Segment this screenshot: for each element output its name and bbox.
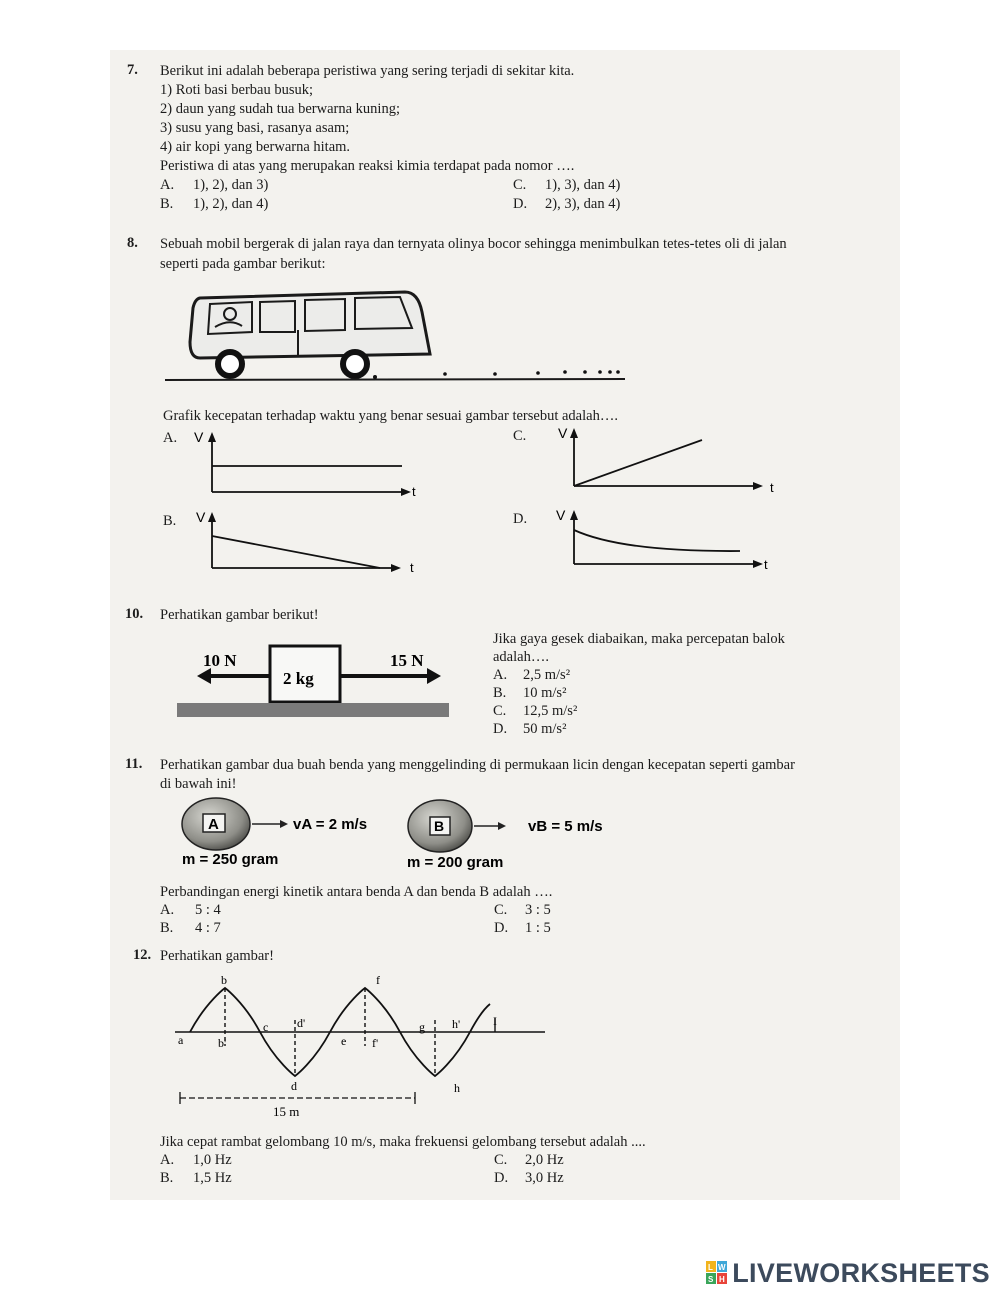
question-text: Peristiwa di atas yang merupakan reaksi kimia terdapat pada nomor …. bbox=[160, 158, 575, 174]
option-d-letter[interactable]: D. bbox=[493, 721, 508, 737]
question-number: 7. bbox=[127, 62, 138, 78]
option-b-text[interactable]: 1,5 Hz bbox=[193, 1170, 232, 1186]
ball-b-mass: m = 200 gram bbox=[407, 854, 504, 871]
option-b-text[interactable]: 1), 2), dan 4) bbox=[193, 196, 269, 212]
option-d-text[interactable]: 3,0 Hz bbox=[525, 1170, 564, 1186]
question-stem: Sebuah mobil bergerak di jalan raya dan ternyata olinya bocor sehingga menimbulkan tetes-tetes oli di jalan bbox=[160, 236, 787, 252]
option-b-letter[interactable]: B. bbox=[493, 685, 507, 701]
option-d-letter[interactable]: D. bbox=[513, 511, 528, 527]
option-d-letter[interactable]: D. bbox=[513, 196, 528, 212]
wave-label-h: h bbox=[454, 1081, 460, 1095]
wave-label-b: b bbox=[221, 973, 227, 987]
option-b-letter[interactable]: B. bbox=[160, 920, 174, 936]
option-a-letter[interactable]: A. bbox=[163, 430, 178, 446]
option-a-letter[interactable]: A. bbox=[493, 667, 508, 683]
wave-label-i: I bbox=[493, 1014, 497, 1028]
graph-a-constant-velocity[interactable] bbox=[190, 428, 420, 502]
v-axis-label: V bbox=[556, 507, 566, 523]
option-c-letter[interactable]: C. bbox=[513, 428, 527, 444]
distance-label: 15 m bbox=[273, 1104, 300, 1119]
liveworksheets-logo-icon bbox=[706, 1261, 728, 1285]
option-b-text[interactable]: 4 : 7 bbox=[195, 920, 221, 936]
option-d-text[interactable]: 1 : 5 bbox=[525, 920, 551, 936]
question-stem: seperti pada gambar berikut: bbox=[160, 256, 326, 272]
question-text: Jika cepat rambat gelombang 10 m/s, maka frekuensi gelombang tersebut adalah .... bbox=[160, 1134, 646, 1150]
question-text: Grafik kecepatan terhadap waktu yang benar sesuai gambar tersebut adalah…. bbox=[163, 408, 618, 424]
question-text: adalah…. bbox=[493, 649, 549, 665]
wave-label-a: a bbox=[178, 1033, 184, 1047]
ball-a-velocity: vA = 2 m/s bbox=[293, 816, 368, 833]
option-c-text[interactable]: 3 : 5 bbox=[525, 902, 551, 918]
ball-b-velocity: vB = 5 m/s bbox=[528, 818, 603, 835]
option-a-text[interactable]: 5 : 4 bbox=[195, 902, 221, 918]
option-c-letter[interactable]: C. bbox=[493, 703, 507, 719]
option-a-letter[interactable]: A. bbox=[160, 177, 175, 193]
option-b-letter[interactable]: B. bbox=[163, 513, 177, 529]
option-d-text[interactable]: 2), 3), dan 4) bbox=[545, 196, 621, 212]
car-leaking-oil-illustration bbox=[160, 282, 640, 392]
graph-d-curved-decreasing-velocity[interactable] bbox=[552, 506, 782, 574]
option-c-letter[interactable]: C. bbox=[513, 177, 527, 193]
wave-label-f-prime: f' bbox=[372, 1036, 379, 1050]
t-axis-label: t bbox=[410, 560, 414, 575]
option-c-text[interactable]: 1), 3), dan 4) bbox=[545, 177, 621, 193]
wave-label-g: g bbox=[419, 1020, 425, 1034]
wave-label-d: d bbox=[291, 1079, 297, 1093]
question-stem: Perhatikan gambar berikut! bbox=[160, 607, 319, 623]
liveworksheets-footer[interactable] bbox=[706, 1255, 990, 1291]
question-number: 8. bbox=[127, 235, 138, 251]
logo-letter: H bbox=[719, 1275, 726, 1284]
transverse-wave-diagram bbox=[165, 968, 555, 1124]
question-number: 12. bbox=[133, 947, 152, 963]
mass-label: 2 kg bbox=[283, 669, 314, 688]
ball-a-label: A bbox=[208, 816, 219, 833]
question-stem: di bawah ini! bbox=[160, 776, 237, 792]
logo-letter: W bbox=[718, 1263, 726, 1272]
t-axis-label: t bbox=[764, 557, 768, 572]
wave-label-h-prime: h' bbox=[452, 1017, 461, 1031]
question-stem: Perhatikan gambar dua buah benda yang menggelinding di permukaan licin dengan kecepatan seperti gambar bbox=[160, 757, 795, 773]
option-d-letter[interactable]: D. bbox=[494, 920, 509, 936]
right-force-label: 15 N bbox=[390, 651, 424, 670]
wave-label-d-prime: d' bbox=[297, 1016, 306, 1030]
question-number: 10. bbox=[125, 606, 144, 622]
t-axis-label: t bbox=[412, 484, 416, 499]
ball-b-label: B bbox=[434, 818, 445, 834]
wave-label-f: f bbox=[376, 973, 380, 987]
v-axis-label: V bbox=[194, 429, 204, 445]
question-text: Jika gaya gesek diabaikan, maka percepatan balok bbox=[493, 631, 785, 647]
v-axis-label: V bbox=[196, 509, 206, 525]
list-item: 3) susu yang basi, rasanya asam; bbox=[160, 120, 350, 136]
left-force-label: 10 N bbox=[203, 651, 237, 670]
wave-label-b-prime: b' bbox=[218, 1036, 227, 1050]
list-item: 4) air kopi yang berwarna hitam. bbox=[160, 139, 351, 155]
option-a-letter[interactable]: A. bbox=[160, 902, 175, 918]
list-item: 2) daun yang sudah tua berwarna kuning; bbox=[160, 101, 400, 117]
question-text: Perbandingan energi kinetik antara benda A dan benda B adalah …. bbox=[160, 884, 553, 900]
v-axis-label: V bbox=[558, 425, 568, 441]
question-number: 11. bbox=[125, 756, 143, 772]
question-stem: Berikut ini adalah beberapa peristiwa yang sering terjadi di sekitar kita. bbox=[160, 63, 575, 79]
graph-b-decreasing-velocity[interactable] bbox=[190, 508, 420, 580]
wave-label-e: e bbox=[341, 1034, 347, 1048]
two-balls-diagram bbox=[170, 796, 630, 874]
option-c-text[interactable]: 12,5 m/s² bbox=[523, 703, 578, 719]
option-c-text[interactable]: 2,0 Hz bbox=[525, 1152, 564, 1168]
option-d-letter[interactable]: D. bbox=[494, 1170, 509, 1186]
logo-letter: L bbox=[708, 1263, 714, 1272]
option-a-text[interactable]: 1,0 Hz bbox=[193, 1152, 232, 1168]
question-stem: Perhatikan gambar! bbox=[160, 948, 274, 964]
option-c-letter[interactable]: C. bbox=[494, 1152, 508, 1168]
list-item: 1) Roti basi berbau busuk; bbox=[160, 82, 314, 98]
wave-label-c: c bbox=[263, 1020, 269, 1034]
option-a-text[interactable]: 1), 2), dan 3) bbox=[193, 177, 269, 193]
force-block-diagram bbox=[175, 640, 450, 720]
option-b-letter[interactable]: B. bbox=[160, 196, 174, 212]
option-a-text[interactable]: 2,5 m/s² bbox=[523, 667, 571, 683]
logo-letter: S bbox=[708, 1275, 714, 1284]
t-axis-label: t bbox=[770, 480, 774, 495]
option-b-letter[interactable]: B. bbox=[160, 1170, 174, 1186]
graph-c-increasing-velocity[interactable] bbox=[552, 424, 782, 496]
option-d-text[interactable]: 50 m/s² bbox=[523, 721, 567, 737]
liveworksheets-brand-text: LIVEWORKSHEETS bbox=[732, 1257, 990, 1288]
option-c-letter[interactable]: C. bbox=[494, 902, 508, 918]
option-b-text[interactable]: 10 m/s² bbox=[523, 685, 567, 701]
option-a-letter[interactable]: A. bbox=[160, 1152, 175, 1168]
ball-a-mass: m = 250 gram bbox=[182, 851, 279, 868]
